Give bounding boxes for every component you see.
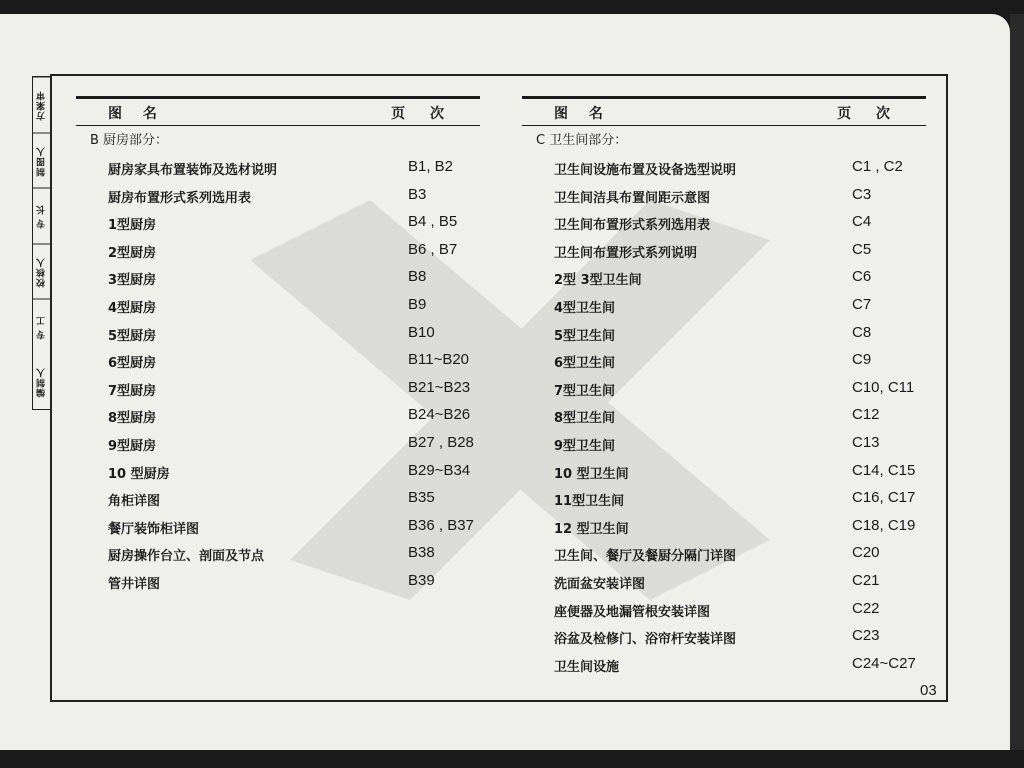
drawing-title: 卫生间布置形式系列选用表 [554,218,711,234]
drawing-title: 卫生间布置形式系列说明 [554,245,698,261]
page-ref: C13 [852,433,880,451]
drawing-title: 厨房家具布置装饰及选材说明 [108,163,278,178]
table-row [76,375,480,403]
right-section-title: C 卫生间部分： [536,133,628,148]
drawing-title: 5型卫生间 [554,328,616,344]
page-ref: C10, C11 [852,378,915,396]
page-ref: B4 , B5 [408,213,458,231]
drawing-title: 9型厨房 [108,438,157,454]
drawing-title: 8型厨房 [108,411,157,427]
drawing-title: 6型厨房 [108,356,157,372]
table-row [76,154,480,182]
table-row [522,513,926,541]
drawing-title: 3型厨房 [108,273,157,289]
table-row [522,458,926,486]
right-column [522,96,926,678]
table-row [522,402,926,430]
table-row [522,154,926,182]
page-ref: C7 [852,295,872,313]
table-row [522,347,926,375]
page-ref: B29~B34 [408,461,471,479]
page-ref: C1 , C2 [852,158,903,175]
table-row [76,320,480,348]
drawing-title: 卫生间设施布置及设备选型说明 [554,163,737,178]
drawing-title: 卫生间、餐厅及餐厨分隔门详图 [554,549,737,565]
table-row [522,209,926,237]
table-row [76,568,480,596]
table-row [76,485,480,513]
page-ref: C20 [852,544,880,562]
title-block-cell: 专 长 [33,188,50,244]
right-rows [522,154,926,678]
table-row [522,237,926,265]
title-block-strip [32,76,50,410]
page-ref: B8 [408,268,427,286]
page-ref: B38 [408,544,435,562]
drawing-title: 7型厨房 [108,383,157,399]
drawing-title: 5型厨房 [108,328,157,344]
title-block-cell: 校核人 [33,244,50,300]
drawing-title: 1型厨房 [108,218,157,234]
drawing-title: 6型卫生间 [554,356,616,372]
table-row [76,264,480,292]
page-number: 03 [920,682,937,699]
drawing-title: 卫生间设施 [554,659,620,675]
left-header-page: 页 次 [391,106,454,122]
drawing-title: 12 型卫生间 [554,521,629,537]
page-ref: B39 [408,571,435,589]
page-ref: B27 , B28 [408,433,474,451]
table-row [522,568,926,596]
drawing-title: 角柜详图 [108,494,161,510]
table-row [76,458,480,486]
left-section-title: B 厨房部分： [90,133,169,148]
table-row [522,540,926,568]
page-ref: C14, C15 [852,461,916,479]
drawing-title: 洗面盆安装详图 [554,576,646,592]
drawing-title: 10 型卫生间 [554,466,629,482]
title-block-cell: 专 工 [33,299,50,355]
page-ref: C6 [852,268,872,286]
left-rows [76,154,480,596]
page-ref: B3 [408,185,427,203]
left-table-header [76,96,480,126]
left-column [76,96,480,596]
drawing-title: 8型卫生间 [554,411,616,427]
page-ref: B35 [408,489,435,507]
table-row [522,182,926,210]
page-ref: B10 [408,323,435,341]
table-row [522,320,926,348]
table-row [76,209,480,237]
page-ref: C18, C19 [852,516,916,534]
page-ref: B36 , B37 [408,516,474,534]
page-ref: B11~B20 [408,351,470,369]
table-row [522,292,926,320]
drawing-title: 管井详图 [108,576,161,592]
drawing-title: 4型卫生间 [554,300,616,316]
drawing-title: 座便器及地漏管根安装详图 [554,604,711,620]
page-ref: C22 [852,599,880,617]
table-row [522,596,926,624]
page-ref: B9 [408,295,427,313]
page-ref: C8 [852,323,872,341]
page-ref: C16, C17 [852,489,916,507]
drawing-title: 11型卫生间 [554,494,625,510]
drawing-title: 10 型厨房 [108,466,170,482]
drawing-title: 卫生间洁具布置间距示意图 [554,190,711,206]
page-ref: B6 , B7 [408,240,458,258]
page-ref: B24~B26 [408,406,471,424]
table-row [76,540,480,568]
drawing-title: 厨房布置形式系列选用表 [108,190,252,206]
paper-edge-shadow [1010,14,1024,750]
page-ref: C24~C27 [852,654,916,672]
table-row [522,623,926,651]
page-ref: C23 [852,627,880,645]
drawing-title: 7型卫生间 [554,383,616,399]
left-header-name: 图 名 [108,106,165,122]
page-ref: C4 [852,213,872,231]
drawing-title: 2型 3型卫生间 [554,273,642,289]
drawing-title: 9型卫生间 [554,438,616,454]
page-ref: B21~B23 [408,378,471,396]
table-row [76,237,480,265]
page-ref: C5 [852,240,872,258]
title-block-cell: 制图人 [33,133,50,189]
drawing-title: 浴盆及检修门、浴帘杆安装详图 [554,632,737,648]
page-ref: B1, B2 [408,158,454,175]
table-row [522,651,926,679]
right-header-name: 图 名 [554,106,611,122]
title-block-cell: 编制人 [37,366,47,397]
table-row [76,402,480,430]
table-row [76,347,480,375]
drawing-title: 餐厅装饰柜详图 [108,521,200,537]
page-ref: C12 [852,406,880,424]
drawing-title: 厨房操作台立、剖面及节点 [108,549,265,565]
table-row [76,513,480,541]
table-row [76,292,480,320]
drawing-title: 4型厨房 [108,300,157,316]
table-row [522,485,926,513]
right-table-header [522,96,926,126]
table-row [76,182,480,210]
table-row [522,375,926,403]
table-row [522,264,926,292]
page-ref: C9 [852,351,872,369]
drawing-title: 2型厨房 [108,245,157,261]
table-row [76,430,480,458]
table-row [522,430,926,458]
page-ref: C21 [852,571,880,589]
page-ref: C3 [852,185,872,203]
right-header-page: 页 次 [837,106,900,122]
title-block-cell: 方案审 [33,77,50,133]
